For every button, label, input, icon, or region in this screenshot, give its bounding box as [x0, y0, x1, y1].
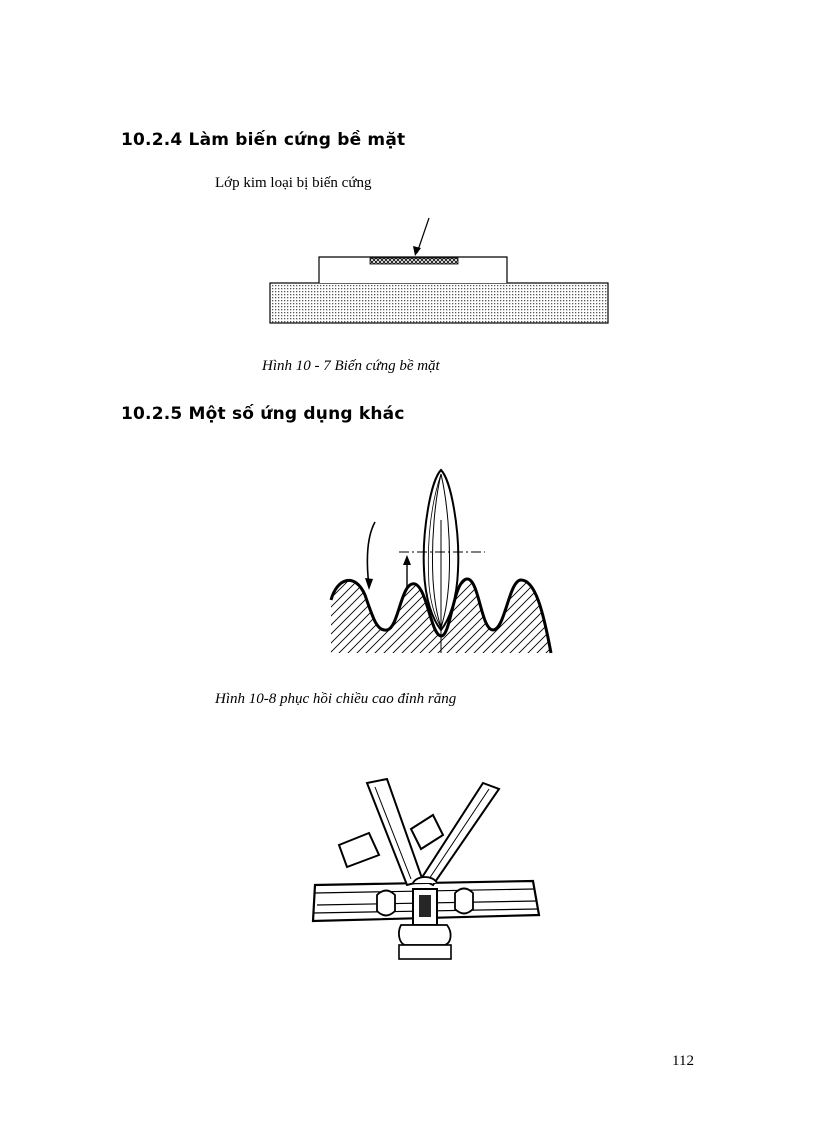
section-heading-10-2-5: 10.2.5 Một số ứng dụng khác: [121, 404, 405, 424]
figure-label-hardened-layer: Lớp kim loại bị biến cứng: [215, 175, 372, 191]
figure-caption-10-8: Hình 10-8 phục hồi chiều cao đỉnh răng: [215, 691, 457, 707]
figure-welding-repair: [305, 775, 550, 965]
figure-caption-10-7: Hình 10 - 7 Biến cứng bề mặt: [262, 358, 440, 374]
joint-right: [455, 889, 473, 914]
figure-surface-hardening: [260, 210, 620, 330]
right-tool-clamp: [411, 815, 443, 849]
support-base: [399, 945, 451, 959]
left-tool-handle: [339, 833, 379, 867]
joint-left: [377, 891, 395, 916]
support-block: [399, 925, 451, 945]
feed-arrow-head: [365, 578, 373, 590]
center-weld-core: [419, 895, 431, 917]
section-heading-10-2-4: 10.2.4 Làm biến cứng bề mặt: [121, 130, 406, 150]
pointer-arrow-head: [413, 246, 421, 256]
hardened-layer: [370, 258, 458, 264]
page-number: 112: [672, 1053, 694, 1069]
base-plate: [270, 283, 608, 323]
figure-tooth-height-restoration: [325, 460, 560, 665]
feed-arrow-curved: [367, 522, 375, 586]
height-arrow-head: [403, 555, 411, 565]
